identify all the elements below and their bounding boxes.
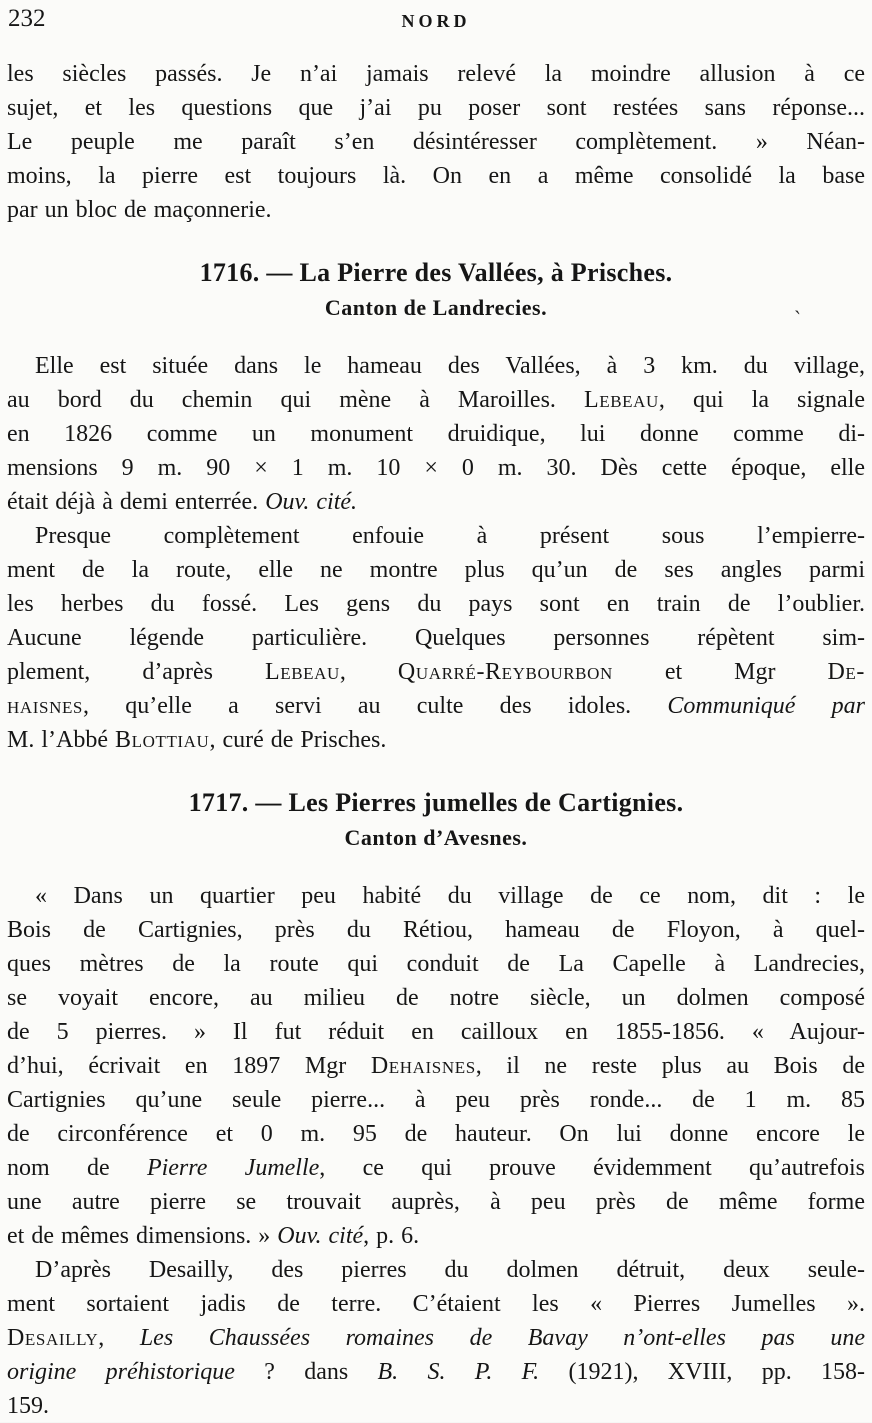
entry-1716 — [7, 257, 865, 757]
text-line: moins, la pierre est toujours là. On en a même consolidé la base — [7, 163, 865, 189]
text-line: ment sortaient jadis de terre. C’étaient les « Pierres Jumelles ». — [7, 1291, 865, 1317]
text-line: Aucune légende particulière. Quelques personnes répètent sim- — [7, 625, 865, 651]
text-line: de 5 pierres. » Il fut réduit en cailloux en 1855-1856. « Aujour- — [7, 1019, 865, 1045]
text-line: Presque complètement enfouie à présent sous l’empierre- — [35, 523, 865, 549]
text-line: une autre pierre se trouvait auprès, à peu près de même forme — [7, 1189, 865, 1215]
entry-1717-title: 1717. — Les Pierres jumelles de Cartignies. — [188, 788, 684, 817]
running-header: NORD — [401, 11, 471, 31]
scan-artifact: ` — [791, 305, 802, 332]
page-header — [7, 5, 865, 35]
entry-1717-canton: Canton d’Avesnes. — [344, 825, 528, 850]
text-line: les herbes du fossé. Les gens du pays sont en train de l’oublier. — [7, 591, 865, 617]
paragraph-intro — [7, 57, 865, 227]
text-line: haisnes, qu’elle a servi au culte des idoles. Communiqué par — [7, 693, 865, 719]
paragraph — [7, 349, 865, 519]
text-line: « Dans un quartier peu habité du village de ce nom, dit : le — [35, 883, 865, 909]
text-line: au bord du chemin qui mène à Maroilles. Lebeau, qui la signale — [7, 387, 865, 413]
entry-1716-title: 1716. — La Pierre des Vallées, à Prisches. — [199, 258, 673, 287]
text-line: D’après Desailly, des pierres du dolmen détruit, deux seule- — [35, 1257, 865, 1283]
page-number: 232 — [8, 5, 46, 32]
text-line: se voyait encore, au milieu de notre siècle, un dolmen composé — [7, 985, 865, 1011]
text-line: mensions 9 m. 90 × 1 m. 10 × 0 m. 30. Dès cette époque, elle — [7, 455, 865, 481]
text-line: ment de la route, elle ne montre plus qu’un de ses angles parmi — [7, 557, 865, 583]
text-line: Bois de Cartignies, près du Rétiou, hameau de Floyon, à quel- — [7, 917, 865, 943]
entry-1717 — [7, 787, 865, 1423]
paragraph — [7, 879, 865, 1253]
paragraph — [7, 519, 865, 757]
text-line: et de mêmes dimensions. » Ouv. cité, p. 6. — [7, 1223, 420, 1249]
text-line: nom de Pierre Jumelle, ce qui prouve évidemment qu’autrefois — [7, 1155, 865, 1181]
text-line: d’hui, écrivait en 1897 Mgr Dehaisnes, il ne reste plus au Bois de — [7, 1053, 865, 1079]
text-line: Elle est située dans le hameau des Vallées, à 3 km. du village, — [35, 353, 865, 379]
text-line: sujet, et les questions que j’ai pu poser sont restées sans réponse... — [7, 95, 865, 121]
entry-1716-canton: Canton de Landrecies. — [324, 295, 548, 320]
text-line: Le peuple me paraît s’en désintéresser complètement. » Néan- — [7, 129, 865, 155]
text-line: origine préhistorique ? dans B. S. P. F. (1921), XVIII, pp. 158- — [7, 1359, 865, 1385]
text-line: plement, d’après Lebeau, Quarré-Reybourbon et Mgr De- — [7, 659, 865, 685]
text-line: ques mètres de la route qui conduit de La Capelle à Landrecies, — [7, 951, 865, 977]
text-line: de circonférence et 0 m. 95 de hauteur. On lui donne encore le — [7, 1121, 865, 1147]
text-line: était déjà à demi enterrée. Ouv. cité. — [7, 489, 358, 515]
paragraph — [7, 1253, 865, 1423]
text-line: Desailly, Les Chaussées romaines de Bavay n’ont-elles pas une — [7, 1325, 865, 1351]
text-line: les siècles passés. Je n’ai jamais relevé la moindre allusion à ce — [7, 61, 865, 87]
text-line: en 1826 comme un monument druidique, lui donne comme di- — [7, 421, 865, 447]
text-line: Cartignies qu’une seule pierre... à peu près ronde... de 1 m. 85 — [7, 1087, 865, 1113]
text-line: M. l’Abbé Blottiau, curé de Prisches. — [7, 727, 387, 753]
text-line: 159. — [7, 1393, 49, 1419]
text-line: par un bloc de maçonnerie. — [7, 197, 272, 223]
